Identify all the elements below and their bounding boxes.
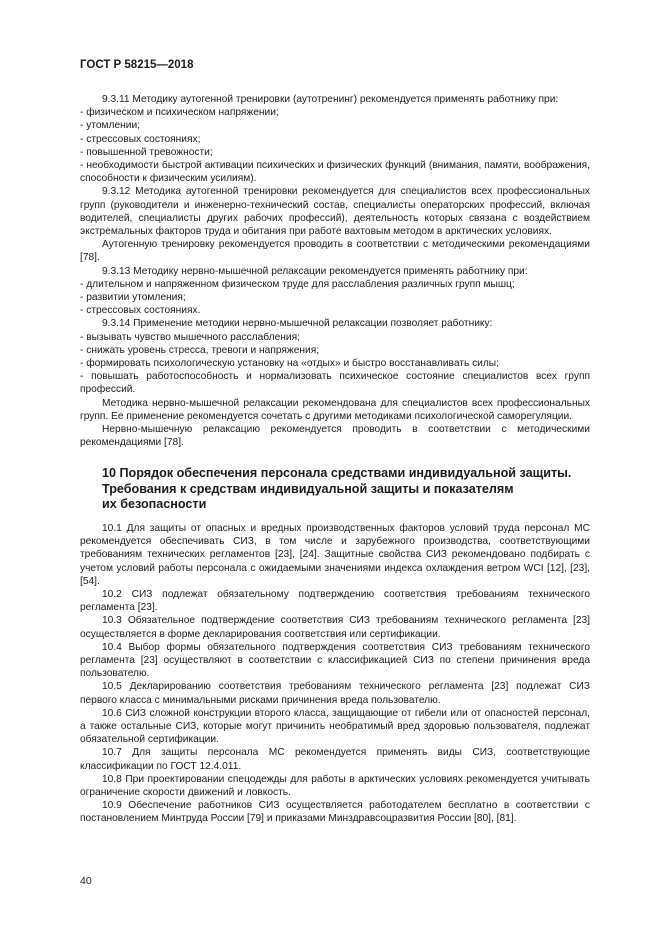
list-item: - развитии утомления; [80, 292, 186, 304]
section-10-body [80, 522, 590, 826]
paragraph: Методика нервно-мышечной релаксации рекомендована для специалистов всех профессиональных групп. Ее применение рекомендуется сочетать с другими методиками психологической саморегуляции. [80, 397, 590, 422]
paragraph: 9.3.12 Методика аутогенной тренировки рекомендуется для специалистов всех профессиональных групп (руководители и инженерно-технический состав, специалисты операторских профессий, включая водителей, специалисты других рабочих профессий), деятельность которых связана с воздействием экстремальных факторов труда и обитания при работе вахтовым методом в арктических условиях. [80, 186, 590, 238]
list-item: - вызывать чувство мышечного расслабления; [80, 331, 300, 343]
paragraph: 9.3.13 Методику нервно-мышечной релаксации рекомендуется применять работнику при: [102, 265, 528, 277]
list-item: - утомлении; [80, 120, 140, 132]
paragraph: 9.3.14 Применение методики нервно-мышечной релаксации позволяет работнику: [102, 318, 493, 330]
heading-line: их безопасности [102, 497, 207, 512]
list-item: - формировать психологическую установку на «отдых» и быстро восстанавливать силы; [80, 358, 499, 370]
heading-line: Требования к средствам индивидуальной защиты и показателям [102, 481, 514, 496]
list-item: - снижать уровень стресса, тревоги и напряжения; [80, 344, 320, 356]
list-item: - необходимости быстрой активации психических и физических функций (внимания, памяти, воображения, способности к физическим усилиям). [80, 160, 590, 185]
list-item: - повышенной тревожности; [80, 146, 213, 158]
page-content [80, 93, 590, 826]
paragraph: Нервно-мышечную релаксацию рекомендуется проводить в соответствии с методическими рекомендациями [78]. [80, 424, 590, 449]
paragraph: Аутогенную тренировку рекомендуется проводить в соответствии с методическими рекомендациями [78]. [80, 239, 590, 264]
paragraph: 10.7 Для защиты персонала МС рекомендуется применять виды СИЗ, соответствующие классификации по ГОСТ 12.4.011. [80, 747, 590, 772]
paragraph: 10.4 Выбор формы обязательного подтверждения соответствия СИЗ требованиям технического регламента [23] осуществляют в соответствии с классификацией СИЗ по степени причинения вреда пользователю. [80, 641, 590, 680]
list-item: - повышать работоспособность и нормализовать психическое состояние специалистов всех групп профессий. [80, 371, 590, 396]
paragraph: 10.8 При проектировании спецодежды для работы в арктических условиях рекомендуется учитывать ограничение скорости движений и ловкость. [80, 773, 590, 799]
heading-line: 10 Порядок обеспечения персонала средствами индивидуальной защиты. [102, 466, 572, 481]
document-header: ГОСТ Р 58215—2018 [80, 59, 194, 71]
section-9-body [80, 93, 590, 449]
paragraph: 10.5 Декларированию соответствия требованиям технического регламента [23] подлежат СИЗ первого класса с минимальными рисками причинения вреда пользователю. [80, 681, 590, 706]
page-number: 40 [80, 875, 92, 887]
list-item: - стрессовых состояниях; [80, 133, 201, 145]
list-item: - физическом и психическом напряжении; [80, 107, 279, 119]
section-10-heading [80, 466, 590, 513]
paragraph: 9.3.11 Методику аутогенной тренировки (аутотренинг) рекомендуется применять работнику при: [102, 94, 559, 105]
paragraph: 10.2 СИЗ подлежат обязательному подтверждению соответствия требованиям технического регламента [23]. [80, 589, 590, 614]
paragraph: 10.1 Для защиты от опасных и вредных производственных факторов условий труда персонал МС рекомендуется обеспечивать СИЗ, в том числе и зарубежного производства, соответствующими требованиям технических регламентов [23], [24]. Защитные свойства СИЗ рекомендовано подбирать с учетом условий работы персонала с ожидаемыми значениями индекса охлаждения ветром WCI [12], [23], [54]. [80, 522, 590, 587]
paragraph: 10.9 Обеспечение работников СИЗ осуществляется работодателем бесплатно в соответствии с постановлением Минтруда России [79] и приказами Минздравсоцразвития России [80], [81]. [80, 800, 590, 825]
list-item: - стрессовых состояниях. [80, 305, 201, 317]
paragraph: 10.6 СИЗ сложной конструкции второго класса, защищающие от гибели или от опасностей персонал, а также остальные СИЗ, которые могут причинить необратимый вред здоровью пользователя, подлежат обязательной сертификации. [80, 707, 590, 746]
list-item: - длительном и напряженном физическом труде для расслабления различных групп мышц; [80, 278, 515, 290]
paragraph: 10.3 Обязательное подтверждение соответствия СИЗ требованиям технического регламента [23] осуществляется в форме декларирования соответствия или сертификации. [80, 615, 590, 640]
